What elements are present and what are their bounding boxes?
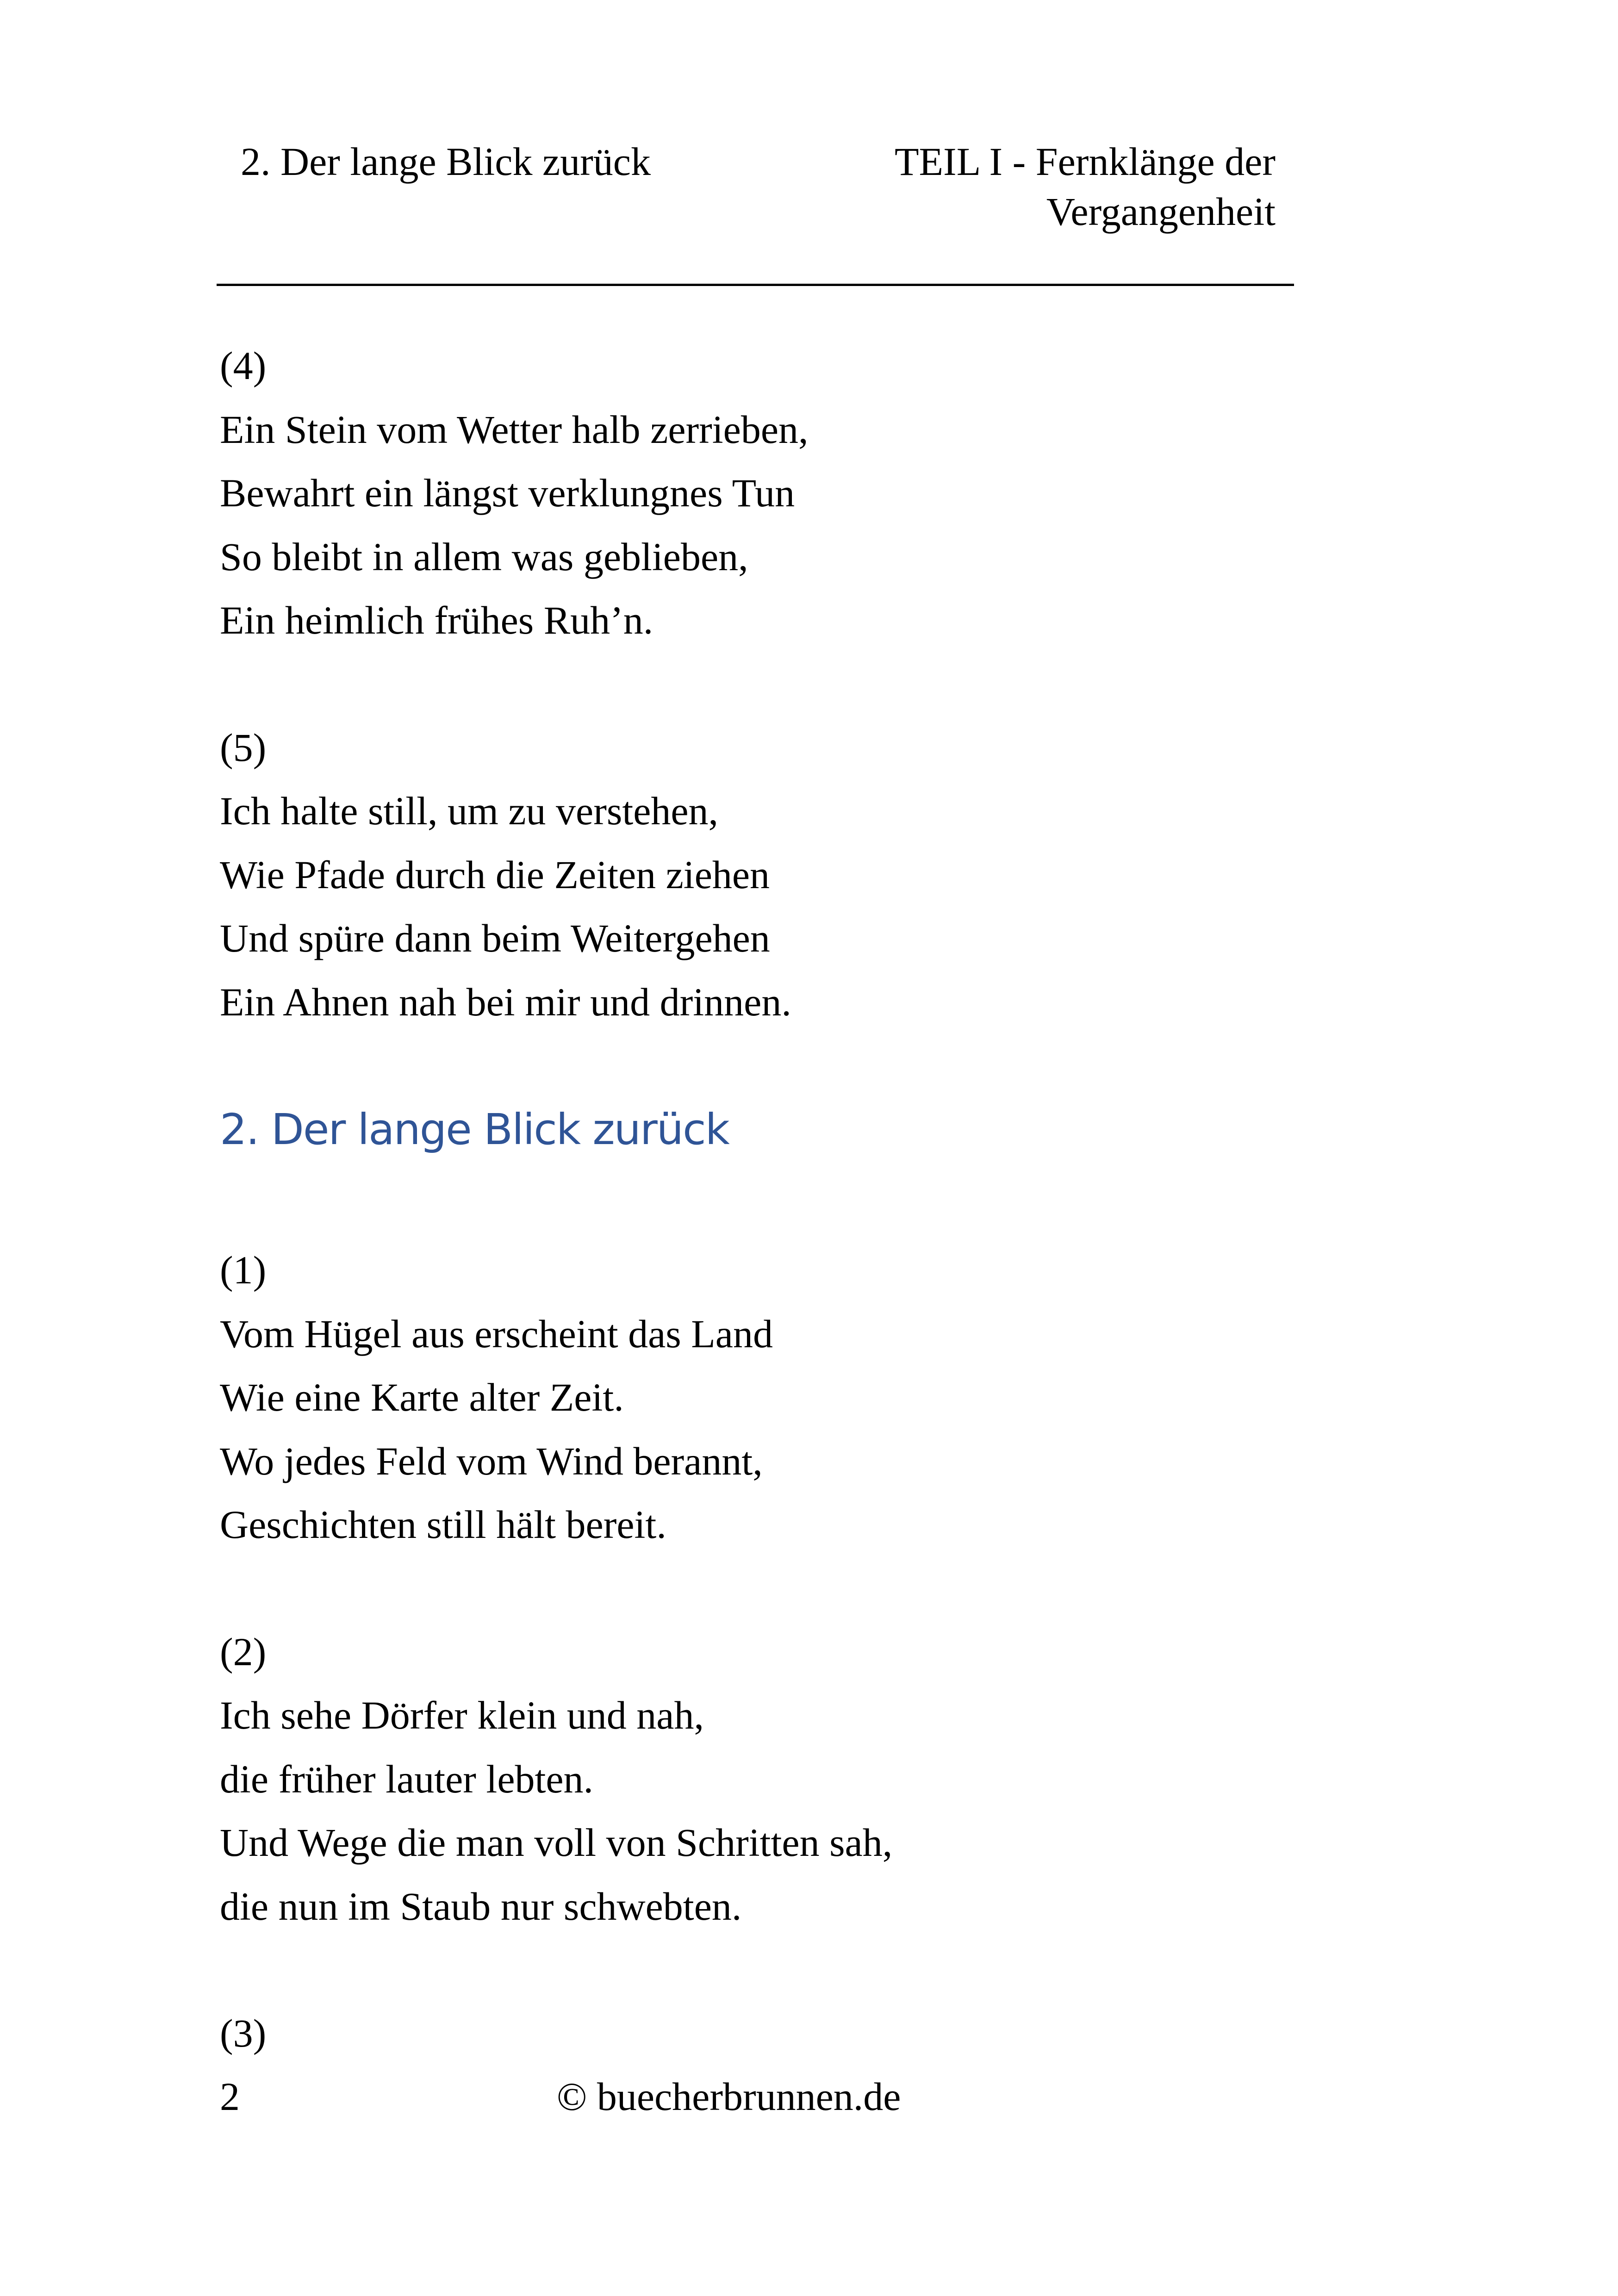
verse-line: Bewahrt ein längst verklungnes Tun bbox=[220, 471, 795, 515]
verse-line: Wie eine Karte alter Zeit. bbox=[220, 1375, 624, 1419]
stanza-number: (4) bbox=[220, 343, 267, 388]
verse-line: Und spüre dann beim Weitergehen bbox=[220, 916, 770, 960]
verse-line: Ein Stein vom Wetter halb zerrieben, bbox=[220, 407, 809, 452]
running-header-part bbox=[720, 137, 1276, 236]
stanza-number: (5) bbox=[220, 725, 267, 770]
stanza-number: (3) bbox=[220, 2011, 267, 2055]
verse-line: Wo jedes Feld vom Wind berannt, bbox=[220, 1438, 763, 1483]
verse-line: Und Wege die man voll von Schritten sah, bbox=[220, 1820, 893, 1865]
verse-line: Ein Ahnen nah bei mir und drinnen. bbox=[220, 979, 791, 1024]
section-heading: 2. Der lange Blick zurück bbox=[220, 1105, 729, 1154]
page-body bbox=[220, 334, 1331, 2129]
copyright-notice: © buecherbrunnen.de bbox=[557, 2074, 901, 2119]
stanza-1 bbox=[220, 1238, 1331, 1557]
running-header-part-line2: Vergangenheit bbox=[1046, 189, 1276, 234]
stanza-5 bbox=[220, 716, 1331, 1034]
running-header-part-line1: TEIL I - Fernklänge der bbox=[894, 139, 1276, 184]
verse-line: die nun im Staub nur schwebten. bbox=[220, 1884, 742, 1929]
verse-line: So bleibt in allem was geblieben, bbox=[220, 534, 748, 579]
stanza-4 bbox=[220, 334, 1331, 653]
verse-line: Ein heimlich frühes Ruh’n. bbox=[220, 598, 653, 642]
stanza-number: (1) bbox=[220, 1248, 267, 1292]
verse-line: Vom Hügel aus erscheint das Land bbox=[220, 1311, 773, 1356]
stanza-2 bbox=[220, 1620, 1331, 1939]
stanza-number: (2) bbox=[220, 1629, 267, 1674]
verse-line: Geschichten still hält bereit. bbox=[220, 1502, 666, 1547]
running-header-chapter: 2. Der lange Blick zurück bbox=[241, 139, 651, 184]
verse-line: Ich sehe Dörfer klein und nah, bbox=[220, 1693, 704, 1737]
header-divider bbox=[217, 284, 1294, 286]
verse-line: die früher lauter lebten. bbox=[220, 1756, 594, 1801]
page-number: 2 bbox=[220, 2074, 240, 2119]
verse-line: Ich halte still, um zu verstehen, bbox=[220, 789, 719, 833]
stanza-3 bbox=[220, 2002, 1331, 2066]
verse-line: Wie Pfade durch die Zeiten ziehen bbox=[220, 852, 770, 897]
